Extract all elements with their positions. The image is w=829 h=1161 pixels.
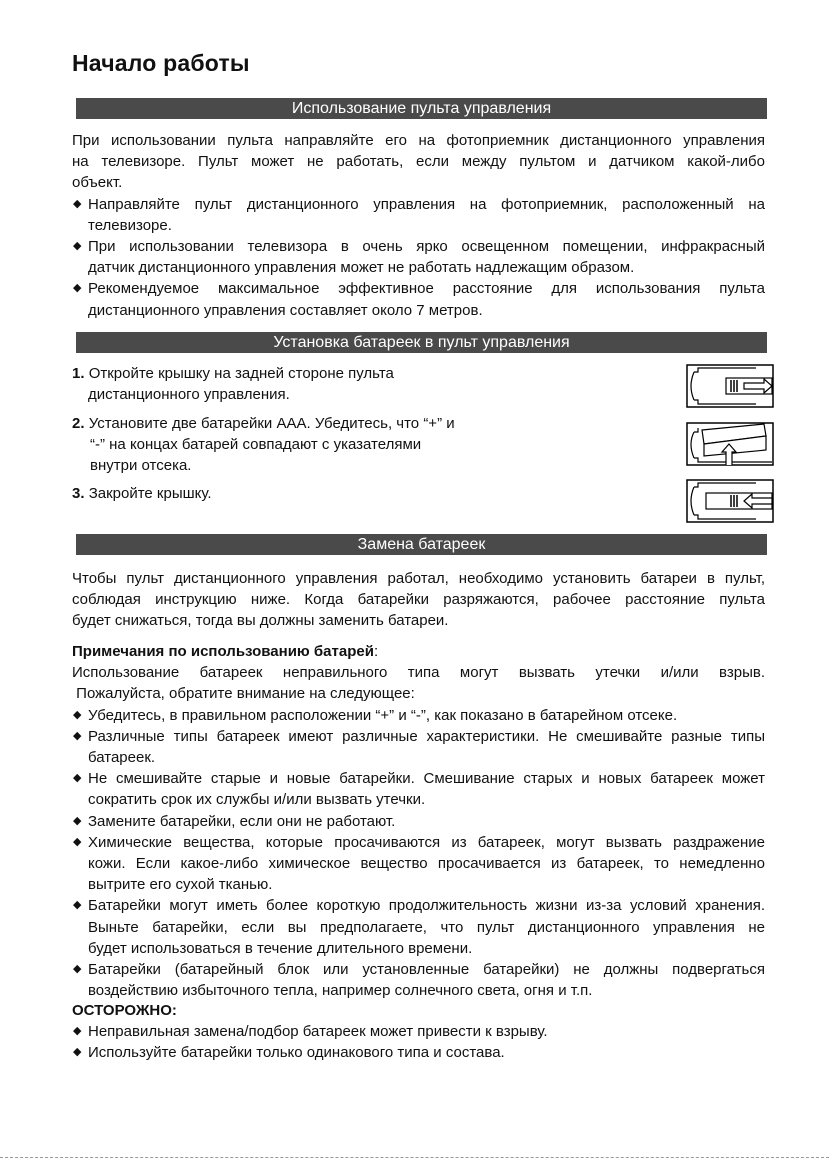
notes-intro-line: Пожалуйста, обратите внимание на следующее: bbox=[72, 685, 415, 703]
caution-heading: ОСТОРОЖНО: bbox=[72, 1002, 177, 1019]
bullet-item: ◆ Не смешивайте старые и новые батарейки. Смешивание старых и новых батареек может bbox=[72, 768, 765, 789]
battery-cover-open-icon bbox=[686, 364, 774, 408]
step-text: Установите две батарейки ААА. Убедитесь, что “+” и bbox=[88, 415, 455, 432]
paragraph-line: объект. bbox=[72, 174, 123, 192]
step-text: дистанционного управления. bbox=[88, 386, 290, 404]
section-header-remote-usage: Использование пульта управления bbox=[76, 98, 767, 119]
bullet-item: ◆ Химические вещества, которые просачиваются из батареек, могут вызвать раздражение bbox=[72, 832, 765, 853]
paragraph-line: на телевизоре. Пульт может не работать, если между пультом и датчиком какой-либо bbox=[72, 153, 765, 171]
step-text: внутри отсека. bbox=[90, 457, 192, 475]
battery-insert-icon bbox=[686, 422, 774, 466]
paragraph-line: будет снижаться, тогда вы должны заменить батареи. bbox=[72, 612, 449, 630]
bullet-item: ◆ Батарейки могут иметь более короткую продолжительность жизни из-за условий хранения. bbox=[72, 895, 765, 916]
install-step-1 bbox=[72, 363, 502, 405]
section-header-battery-install: Установка батареек в пульт управления bbox=[76, 332, 767, 353]
section-header-battery-replace: Замена батареек bbox=[76, 534, 767, 555]
step-text: “-” на концах батарей совпадают с указателями bbox=[90, 436, 422, 454]
battery-cover-close-icon bbox=[686, 479, 774, 523]
caution-block bbox=[72, 1000, 765, 1064]
bullet-continuation: дистанционного управления составляет около 7 метров. bbox=[88, 301, 483, 319]
paragraph-line: соблюдая инструкцию ниже. Когда батарейки разряжаются, рабочее расстояние пульта bbox=[72, 591, 765, 609]
notes-heading-row bbox=[72, 641, 765, 662]
install-step-2 bbox=[72, 413, 502, 477]
notes-heading: Примечания по использованию батарей bbox=[72, 643, 374, 660]
remote-usage-text bbox=[72, 130, 765, 321]
bullet-item: ◆ Направляйте пульт дистанционного управления на фотоприемник, расположенный на bbox=[72, 194, 765, 215]
notes-heading-colon: : bbox=[373, 643, 379, 660]
bullet-item: ◆ При использовании телевизора в очень ярко освещенном помещении, инфракрасный bbox=[72, 236, 765, 257]
bullet-continuation: датчик дистанционного управления может не работать надлежащим образом. bbox=[88, 259, 635, 277]
paragraph-line: При использовании пульта направляйте его на фотоприемник дистанционного управления bbox=[72, 132, 765, 149]
bullet-continuation: вытрите его сухой тканью. bbox=[88, 876, 273, 894]
page-title: Начало работы bbox=[72, 50, 250, 76]
bullet-item: ◆ Батарейки (батарейный блок или установленные батарейки) не должны подвергаться bbox=[72, 959, 765, 980]
step-number: 1. bbox=[72, 365, 85, 382]
bullet-continuation: Выньте батарейки, если вы предполагаете, что пульт дистанционного управления не bbox=[88, 918, 765, 936]
bullet-item: ◆ Замените батарейки, если они не работают. bbox=[72, 811, 765, 832]
bullet-continuation: сократить срок их службы и/или вызвать утечки. bbox=[88, 791, 426, 809]
bullet-item: ◆ Различные типы батареек имеют различные характеристики. Не смешивайте разные типы bbox=[72, 726, 765, 747]
notes-intro-line: Использование батареек неправильного типа могут вызвать утечки и/или взрыв. bbox=[72, 664, 765, 682]
bullet-item: ◆ Убедитесь, в правильном расположении “+” и “-”, как показано в батарейном отсеке. bbox=[72, 705, 765, 726]
caution-item: ◆ Неправильная замена/подбор батареек может привести к взрыву. bbox=[72, 1021, 765, 1042]
caution-item: ◆ Используйте батарейки только одинакового типа и состава. bbox=[72, 1042, 765, 1063]
battery-notes bbox=[72, 641, 765, 1001]
step-text: Откройте крышку на задней стороне пульта bbox=[88, 365, 394, 382]
step-text: Закройте крышку. bbox=[88, 485, 212, 502]
battery-replace-text bbox=[72, 568, 765, 632]
install-step-3 bbox=[72, 483, 502, 504]
bullet-item: ◆ Рекомендуемое максимальное эффективное расстояние для использования пульта bbox=[72, 278, 765, 299]
bullet-continuation: батареек. bbox=[88, 749, 156, 767]
bullet-continuation: будет использоваться в течение длительного времени. bbox=[88, 939, 473, 957]
paragraph-line: Чтобы пульт дистанционного управления работал, необходимо установить батареи в пульт, bbox=[72, 570, 765, 587]
bullet-continuation: кожи. Если какое-либо химическое вещество просачивается из батареек, то немедленно bbox=[88, 855, 765, 873]
step-number: 3. bbox=[72, 485, 85, 502]
page-bottom-rule bbox=[0, 1157, 829, 1158]
step-number: 2. bbox=[72, 415, 85, 432]
bullet-continuation: телевизоре. bbox=[88, 216, 172, 234]
bullet-continuation: воздействию избыточного тепла, например солнечного света, огня и т.п. bbox=[88, 982, 593, 1000]
